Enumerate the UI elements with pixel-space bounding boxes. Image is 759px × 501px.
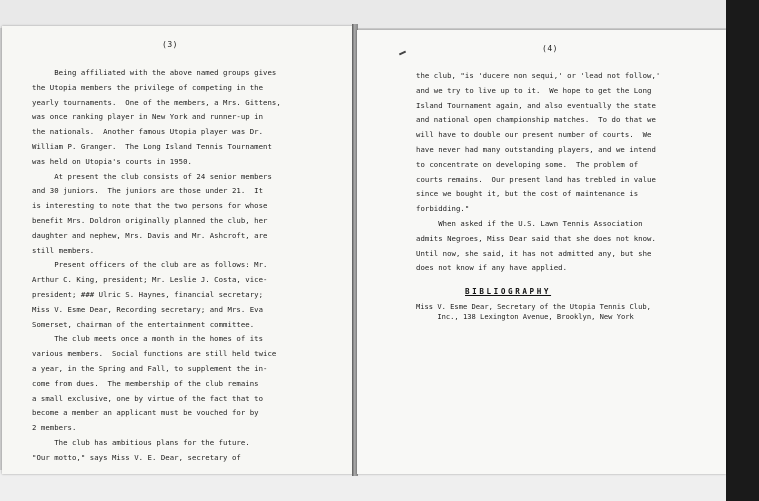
left-page-text-line: Present officers of the club are as follows: Mr. xyxy=(32,260,268,270)
right-page-body xyxy=(416,69,660,276)
left-page-text-line: The club meets once a month in the homes of its xyxy=(32,334,264,344)
bibliography-entry xyxy=(416,302,651,322)
left-page-text-line: the nationals. Another famous Utopia player was Dr. xyxy=(32,127,264,137)
scan-top-edge xyxy=(0,0,759,28)
left-page-text-line: benefit Mrs. Doldron originally planned the club, her xyxy=(32,215,268,225)
left-page-text-line: Being affiliated with the above named groups gives xyxy=(32,68,277,77)
right-page-text-line: and we try to live up to it. We hope to get the Long xyxy=(416,85,652,95)
right-page-text-line: to concentrate on developing some. The problem of xyxy=(416,159,639,169)
scan-right-border xyxy=(726,0,759,501)
right-page-text-line: Island Tournament again, and also eventually the state xyxy=(416,100,656,110)
right-page xyxy=(357,30,726,474)
bibliography-entry-line: Inc., 138 Lexington Avenue, Brooklyn, New York xyxy=(416,312,634,321)
bibliography-entry-line: Miss V. Esme Dear, Secretary of the Utopia Tennis Club, xyxy=(416,302,651,311)
left-page-text-line: Miss V. Esme Dear, Recording secretary; and Mrs. Eva xyxy=(32,304,264,314)
left-page-text-line: the Utopia members the privilege of competing in the xyxy=(32,82,264,92)
right-page-text-line: courts remains. Our present land has trebled in value xyxy=(416,174,656,184)
left-page-text-line: daughter and nephew, Mrs. Davis and Mr. Ashcroft, are xyxy=(32,230,268,240)
left-page-text-line: a year, in the Spring and Fall, to supplement the in- xyxy=(32,363,268,373)
bibliography-heading: BIBLIOGRAPHY xyxy=(465,287,552,296)
left-page-text-line: come from dues. The membership of the club remains xyxy=(32,378,259,388)
left-page-text-line: Arthur C. King, president; Mr. Leslie J. Costa, vice- xyxy=(32,275,268,285)
left-page-text-line: William P. Granger. The Long Island Tennis Tournament xyxy=(32,141,272,151)
scan-bottom-edge xyxy=(0,470,759,501)
left-page-text-line: At present the club consists of 24 senior members xyxy=(32,171,272,181)
left-page-text-line: president; ### Ulric S. Haynes, financial secretary; xyxy=(32,289,264,299)
left-page-text-line: was once ranking player in New York and runner-up in xyxy=(32,112,264,122)
left-page-body xyxy=(32,66,281,466)
left-page-text-line: was held on Utopia's courts in 1950. xyxy=(32,156,192,166)
left-page-number: (3) xyxy=(162,40,178,49)
left-page-text-line: 2 members. xyxy=(32,423,77,433)
right-page-text-line: since we bought it, but the cost of maintenance is xyxy=(416,189,639,199)
right-page-text-line: When asked if the U.S. Lawn Tennis Association xyxy=(416,218,643,228)
right-page-text-line: forbidding." xyxy=(416,204,470,214)
left-page-text-line: still members. xyxy=(32,245,95,255)
pen-mark xyxy=(399,51,406,56)
right-page-text-line: admits Negroes, Miss Dear said that she does not know. xyxy=(416,233,656,243)
left-page-text-line: Somerset, chairman of the entertainment committee. xyxy=(32,319,255,329)
left-page-text-line: and 30 juniors. The juniors are those under 21. It xyxy=(32,186,264,196)
right-page-text-line: will have to double our present number of courts. We xyxy=(416,130,652,140)
left-page-text-line: various members. Social functions are still held twice xyxy=(32,349,277,359)
right-page-text-line: the club, "is 'ducere non sequi,' or 'lead not follow,' xyxy=(416,71,661,80)
left-page-text-line: become a member an applicant must be vouched for by xyxy=(32,408,259,418)
left-page-text-line: The club has ambitious plans for the future. xyxy=(32,437,250,447)
left-page-text-line: is interesting to note that the two persons for whose xyxy=(32,201,268,211)
right-page-text-line: does not know if any have applied. xyxy=(416,263,568,273)
right-page-number: (4) xyxy=(542,44,558,53)
left-page-text-line: yearly tournaments. One of the members, a Mrs. Gittens, xyxy=(32,97,281,107)
right-page-text-line: have never had many outstanding players, and we intend xyxy=(416,144,656,154)
left-page-text-line: a small exclusive, one by virtue of the fact that to xyxy=(32,393,264,403)
right-page-text-line: and national open championship matches. To do that we xyxy=(416,115,656,125)
left-page xyxy=(2,26,354,474)
left-page-text-line: "Our motto," says Miss V. E. Dear, secretary of xyxy=(32,452,241,462)
right-page-text-line: Until now, she said, it has not admitted any, but she xyxy=(416,248,652,258)
